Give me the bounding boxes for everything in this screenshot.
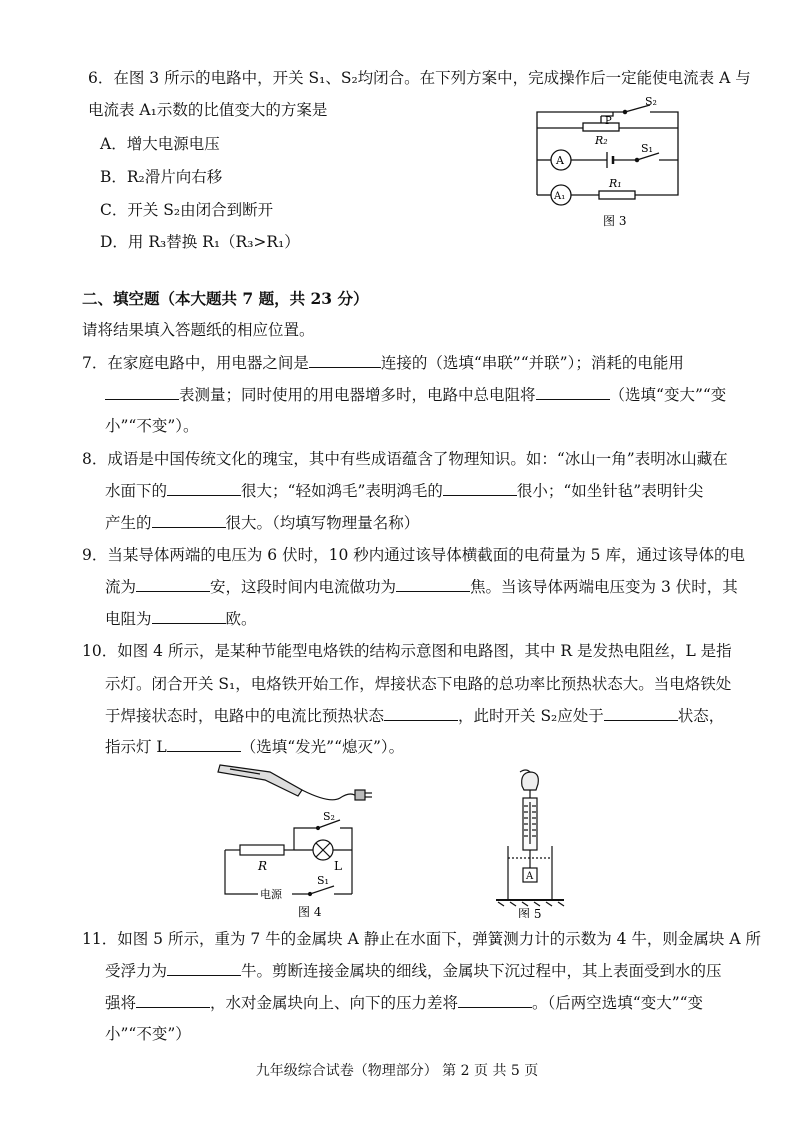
fig4-s2-label: S₂: [323, 810, 335, 823]
q9-blank-3[interactable]: [152, 609, 226, 624]
q11-line1: 11．如图 5 所示，重为 7 牛的金属块 A 静止在水面下，弹簧测力计的示数为 4 牛，则金属块 A 所: [82, 930, 761, 948]
q8-text-2a: 水面下的: [105, 482, 168, 500]
figure-4: [210, 760, 390, 920]
q8-line2: [105, 481, 703, 501]
fig3-r2-label: R₂: [595, 134, 608, 147]
q6-stem-line1: 6．在图 3 所示的电路中，开关 S₁、S₂均闭合。在下列方案中，完成操作后一定能使电流表 A 与: [88, 69, 751, 87]
q11-blank-2[interactable]: [136, 993, 210, 1008]
q6-option-b: B．R₂滑片向右移: [100, 168, 223, 186]
fig3-p-label: P: [605, 116, 612, 127]
q7-blank-1[interactable]: [309, 353, 381, 368]
q6-option-d: D．用 R₃替换 R₁（R₃>R₁）: [100, 233, 300, 251]
fig3-caption: 图 3: [603, 214, 627, 228]
q8-text-3b: 很大。（均填写物理量名称）: [225, 514, 420, 532]
q10-line3: [105, 706, 724, 726]
q9-text-3b: 欧。: [225, 610, 257, 628]
q8-blank-1[interactable]: [167, 481, 241, 496]
fig3-r1-label: R₁: [609, 177, 622, 190]
q9-text-2c: 焦。当该导体两端电压变为 3 伏时，其: [470, 578, 738, 596]
q10-text-3c: 状态，: [677, 707, 725, 725]
q9-line1: 9．当某导体两端的电压为 6 伏时，10 秒内通过该导体横截面的电荷量为 5 库，通过该导体的电: [82, 546, 745, 564]
figure-3-circuit: [525, 92, 695, 232]
q7-text-1b: 连接的（选填“串联”“并联”）；消耗的电能用: [380, 354, 684, 372]
q7-text-1a: 7．在家庭电路中，用电器之间是: [82, 354, 309, 372]
q10-line1: 10．如图 4 所示，是某种节能型电烙铁的结构示意图和电路图，其中 R 是发热电阻丝，L 是指: [82, 642, 732, 660]
fig4-caption: 图 4: [298, 905, 322, 919]
q7-text-2a: 表测量；同时使用的用电器增多时，电路中总电阻将: [179, 386, 536, 404]
q9-text-2a: 流为: [105, 578, 137, 596]
soldering-iron-icon: [218, 765, 372, 800]
fig3-ammeter-a1-label: A₁: [554, 191, 566, 202]
q8-line3: [105, 513, 419, 533]
q10-blank-1[interactable]: [384, 706, 458, 721]
q7-blank-3[interactable]: [536, 385, 610, 400]
q11-blank-1[interactable]: [167, 961, 241, 976]
q11-text-2a: 受浮力为: [105, 962, 168, 980]
q11-text-2b: 牛。剪断连接金属块的细线，金属块下沉过程中，其上表面受到水的压: [241, 962, 722, 980]
q8-blank-3[interactable]: [152, 513, 226, 528]
page-footer: 九年级综合试卷（物理部分） 第 2 页 共 5 页: [255, 1063, 539, 1079]
fig3-s1-label: S₁: [641, 142, 653, 155]
q11-line3: [105, 993, 703, 1013]
q10-text-4b: （选填“发光”“熄灭”）。: [240, 738, 405, 756]
fig5-caption: 图 5: [518, 907, 542, 918]
q7-line1: [82, 353, 684, 373]
q9-text-2b: 安，这段时间内电流做功为: [210, 578, 397, 596]
q11-blank-3[interactable]: [458, 993, 532, 1008]
q9-blank-1[interactable]: [136, 577, 210, 592]
q7-blank-2[interactable]: [105, 385, 179, 400]
fig4-l-label: L: [334, 859, 342, 873]
q9-blank-2[interactable]: [396, 577, 470, 592]
q7-line2: [105, 385, 726, 405]
q10-blank-2[interactable]: [604, 706, 678, 721]
fig3-s2-label: S₂: [645, 95, 657, 108]
q8-blank-2[interactable]: [443, 481, 517, 496]
q6-option-c: C．开关 S₂由闭合到断开: [100, 201, 274, 219]
fig3-ammeter-a-label: A: [556, 154, 564, 167]
q10-blank-3[interactable]: [167, 737, 241, 752]
q9-line3: [105, 609, 257, 629]
q10-line4: [105, 737, 404, 757]
q11-text-3c: 。（后两空选填“变大”“变: [532, 994, 704, 1012]
q8-line1: 8．成语是中国传统文化的瑰宝，其中有些成语蕴含了物理知识。如：“冰山一角”表明冰山藏在: [82, 450, 728, 468]
q8-text-2c: 很小；“如坐针毡”表明针尖: [516, 482, 704, 500]
q6-stem-line2: 电流表 A₁示数的比值变大的方案是: [88, 101, 328, 119]
q8-text-3a: 产生的: [105, 514, 152, 532]
q10-line2: 示灯。闭合开关 S₁，电烙铁开始工作，焊接状态下电路的总功率比预热状态大。当电烙铁处: [105, 675, 732, 693]
figure-5: [490, 768, 580, 918]
q11-line4: 小”“不变”）: [105, 1025, 191, 1043]
q9-line2: [105, 577, 738, 597]
fig4-s1-label: S₁: [317, 874, 329, 887]
hand-icon: [522, 772, 539, 790]
q9-text-3a: 电阻为: [105, 610, 152, 628]
q7-text-2b: （选填“变大”“变: [609, 386, 727, 404]
q11-text-3b: ，水对金属块向上、向下的压力差将: [210, 994, 459, 1012]
q11-text-3a: 强将: [105, 994, 137, 1012]
q11-line2: [105, 961, 722, 981]
q6-option-a: A．增大电源电压: [100, 135, 220, 153]
q8-text-2b: 很大；“轻如鸿毛”表明鸿毛的: [241, 482, 443, 500]
q10-text-4a: 指示灯 L: [105, 738, 167, 756]
fig4-source-label: 电源: [260, 888, 282, 901]
q10-text-3a: 于焊接状态时，电路中的电流比预热状态: [105, 707, 385, 725]
fig5-block-a-label: A: [526, 871, 534, 882]
q7-line3: 小”“不变”）。: [105, 417, 199, 435]
section-2-title: 二、填空题（本大题共 7 题，共 23 分）: [82, 289, 369, 308]
section-2-instruction: 请将结果填入答题纸的相应位置。: [82, 321, 315, 339]
q10-text-3b: ，此时开关 S₂应处于: [458, 707, 604, 725]
fig4-r-label: R: [258, 859, 268, 873]
